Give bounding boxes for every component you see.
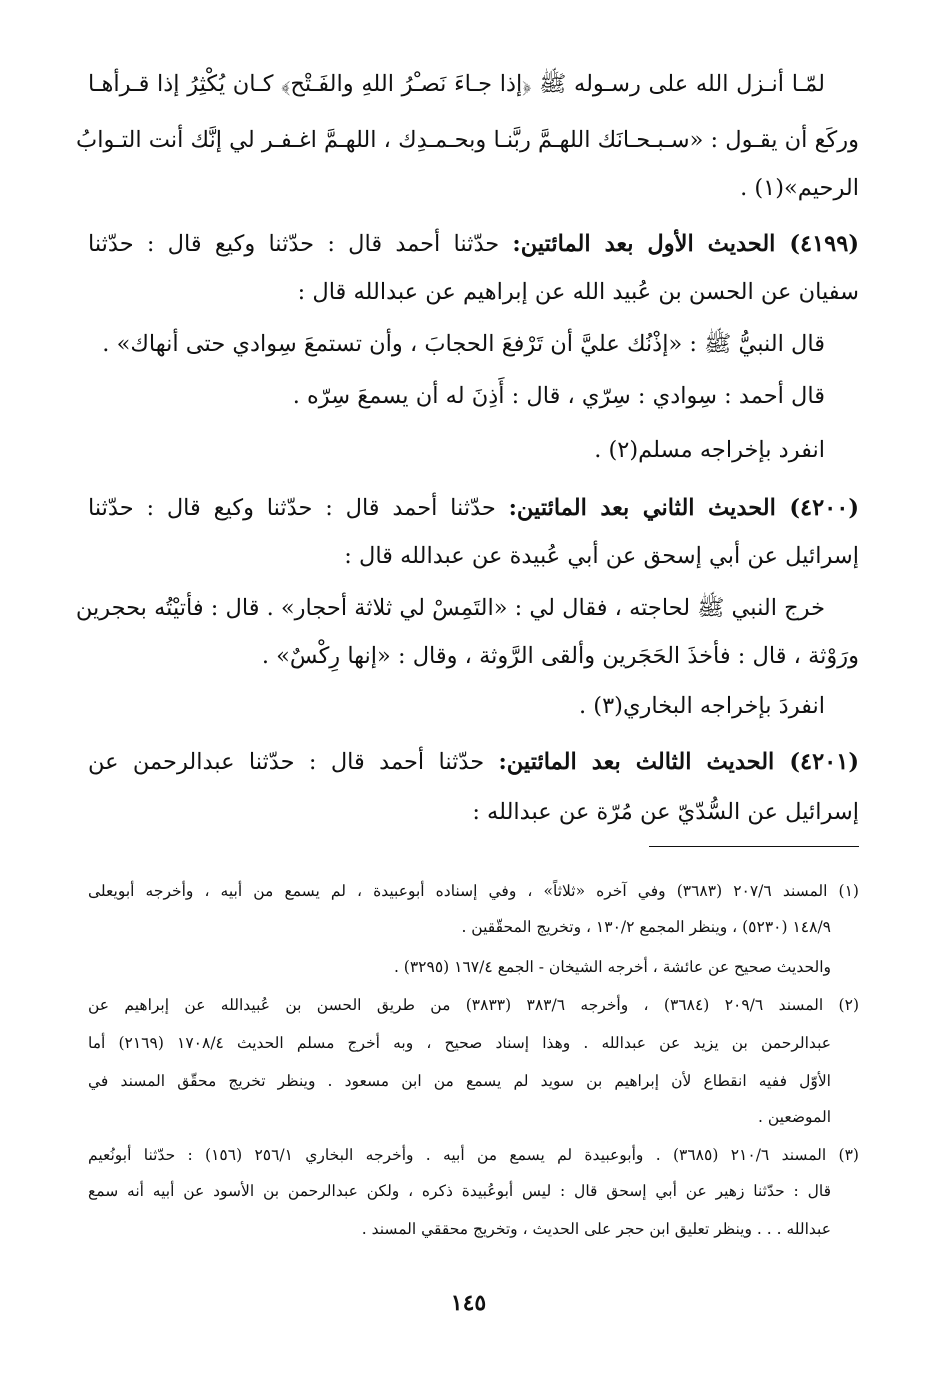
hadith-4199-line-2: سفيان عن الحسن بن عُبيد الله عن إبراهيم عن عبدالله قال : [297,279,859,305]
hadith-4201-line-1-text: حدّثنا أحمد قال : حدّثنا عبدالرحمن عن [88,749,499,775]
hadith-4200-line-2: إسرائيل عن أبي إسحق عن أبي عُبيدة عن عبدالله قال : [344,543,859,569]
hadith-4199-line-5: انفرد بإخراجه مسلم(٢) . [594,437,825,463]
hadith-4199-line-3: قال النبيُّ ﷺ : «إذْنُك عليَّ أن تَرْفعَ الحجابَ ، وأن تستمعَ سِوادي حتى أنهاك» . [102,331,825,357]
hadith-4201-line-2: إسرائيل عن السُّدّيّ عن مُرّة عن عبدالله : [472,799,859,825]
hadith-4199-heading: (٤١٩٩) الحديث الأول بعد المائتين: [512,231,859,257]
hadith-4200-heading: (٤٢٠٠) الحديث الثاني بعد المائتين: [508,495,859,521]
footnote-1-line-2: ١٤٨/٩ (٥٢٣٠) ، وينظر المجمع ١٣٠/٢ ، وتخريج المحقّقين . [461,918,831,936]
hadith-4200-line-5: انفردَ بإخراجه البخاري(٣) . [578,693,825,719]
intro-line-1: لمّـا أنـزل الله على رسـوله ﷺ ﴿إذا جـاءَ نَصـْرُ اللهِ والفَـتْح﴾ كـان يُكْثِرُ إذا قـرأهـا [88,71,825,97]
footnote-3-line-3: عبدالله . . . وينظر تعليق ابن حجر على الحديث ، وتخريج محققي المسند . [361,1220,831,1238]
intro-line-3: الرحيم»(١) . [740,175,859,201]
footnote-1-line-3: والحديث صحيح عن عائشة ، أخرجه الشيخان - الجمع ١٦٧/٤ (٣٢٩٥) . [393,958,831,976]
hadith-4199-line-4: قال أحمد : سِوادي : سِرّي ، قال : أَذِنَ له أن يسمعَ سِرّه . [292,383,825,409]
footnote-1-line-1: (١) المسند ٢٠٧/٦ (٣٦٨٣) وفي آخره «ثلاثاً» ، وفي إسناده أبوعبيدة ، لم يسمع من أبيه ، وأخرجه أبويعلى [88,882,859,900]
hadith-4200-line-1-text: حدّثنا أحمد قال : حدّثنا وكيع قال : حدّثنا [88,495,509,521]
hadith-4200-line-4: ورَوْثة ، قال : فأخذَ الحَجَرين وألقى الرَّوثة ، وقال : «إنها رِكْسٌ» . [261,643,859,669]
footnote-2-line-2: عبدالرحمن بن يزيد عن عبدالله . وهذا إسناد صحيح ، وبه أخرج مسلم الحديث ١٧٠٨/٤ (٢١٦٩) أما [88,1034,831,1052]
hadith-4200-line-1 [88,490,859,526]
footnote-separator [649,846,859,847]
hadith-4199-line-1 [88,226,859,262]
footnote-2-line-3: الأوّل ففيه انقطاع لأن إبراهيم بن سويد لم يسمع من ابن مسعود . وينظر تخريج محقّق المسند في [88,1072,831,1090]
footnote-3-line-2: قال : حدّثنا زهير عن أبي إسحق قال : ليس أبوعُبيدة ذكره ، ولكن عبدالرحمن بن الأسود عن أبيه أنه سمع [88,1182,831,1200]
footnote-2-line-4: الموضعين . [758,1108,831,1126]
hadith-4199-line-1-text: حدّثنا أحمد قال : حدّثنا وكيع قال : حدّثنا [88,231,513,257]
hadith-4201-line-1 [88,744,859,780]
footnote-2-line-1: (٢) المسند ٢٠٩/٦ (٣٦٨٤) ، وأخرجه ٣٨٣/٦ (٣٨٣٣) من طريق الحسن بن عُبيدالله عن إبراهيم عن [88,996,859,1014]
footnote-3-line-1: (٣) المسند ٢١٠/٦ (٣٦٨٥) . وأبوعبيدة لم يسمع من أبيه . وأخرجه البخاري ٢٥٦/١ (١٥٦) : حدّثنا أبونُعيم [88,1146,859,1164]
intro-line-2: وركَع أن يقـول : «سـبـحـانَك اللهـمَّ ربَّنـا وبحـمـدِك ، اللهـمَّ اغـفـر لي إنَّك أنت التـوابُ [76,127,859,153]
page-number: ١٤٥ [450,1290,487,1316]
hadith-4200-line-3: خرج النبي ﷺ لحاجته ، فقال لي : «التَمِسْ لي ثلاثة أحجار» . قال : فأتيْتُه بحجرين [75,595,825,621]
hadith-4201-heading: (٤٢٠١) الحديث الثالث بعد المائتين: [498,749,859,775]
